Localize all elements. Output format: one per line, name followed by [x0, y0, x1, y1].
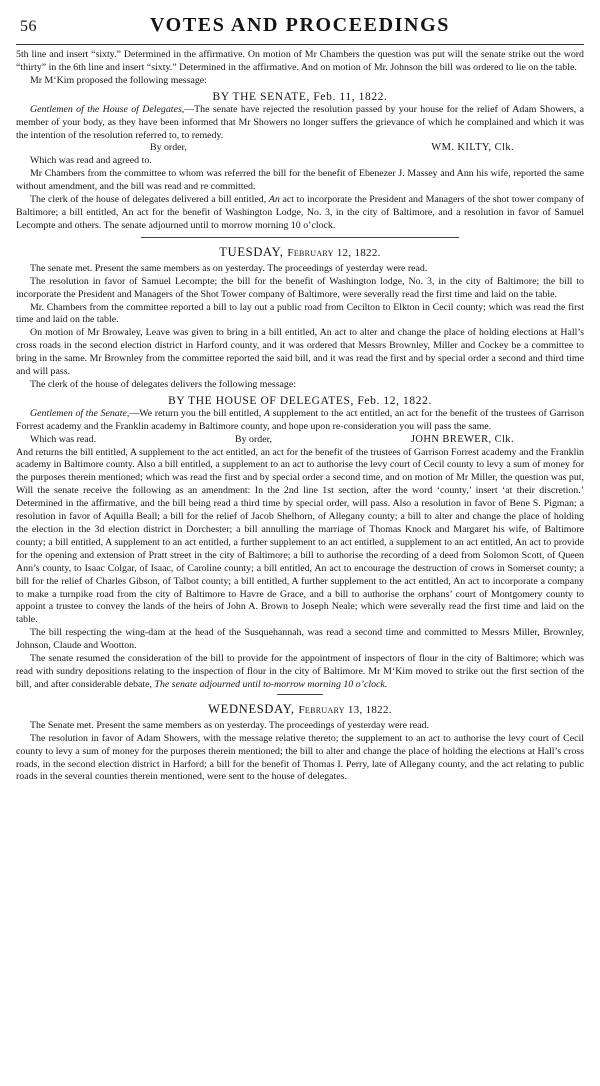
paragraph-resolution-showers: The resolution in favor of Adam Showers, with the message relative thereto; the supplement to an act to authorise the levy court of Cecil county to levy a sum of money for the purposes therein mentioned; the bill to alter and change the place of holding the elections at Hall’s cross roads, in the second election district in Harford; a bill for the benefit of Thomas I. Perry, late of Allegany county, and the act relating to public roads in the several counties therein mentioned, were sent to the house of delegates.	[16, 732, 584, 783]
paragraph-brownley: On motion of Mr Browaley, Leave was given to bring in a bill entitled, An act to alter and change the place of holding elections at Hall’s cross roads in the second election district in Harford county, and it was ordered that Messrs Brownley, Miller and Cockey be a committee to bring in the same. Mr Brownley from the committee reported the said bill, and it was read the first and by special order a second and third time and will pass.	[16, 327, 584, 378]
clerk-text-a: The clerk of the house of delegates delivered a bill entitled,	[30, 194, 267, 206]
paragraph-senate-met-wed: The Senate met. Present the same members as on yesterday. The proceedings of yesterday were read.	[30, 719, 429, 731]
clerk-text-b: act to incorporate the President and Managers of the shot tower company of Baltimore; a bill entitled, An act for the benefit of Washington Lodge, No. 3, in the city of Baltimore, and a resolution in favor of Samuel Lecompte and others. The senate adjourned until to morrow morning 10 o’clock.	[16, 194, 585, 231]
day-name: WEDNESDAY,	[208, 701, 295, 716]
message-text: —The senate have rejected the resolution passed by your house for the relief of Adam Showers, a member of your body, as they have been informed that Mr Showers no longer suffers the grievance of which he complained and which it was the intention of the resolution referred to, to remedy.	[16, 103, 585, 141]
day-name: TUESDAY,	[219, 244, 284, 259]
by-order-label: By order,	[150, 142, 187, 154]
day-heading-tuesday	[16, 244, 584, 261]
day-date: February 13, 1822.	[298, 703, 392, 716]
message-text-a: —We return you the bill entitled,	[129, 407, 262, 419]
paragraph-continuation: 5th line and insert “sixty.” Determined in the affirmative. On motion of Mr Chambers the question was put will the senate strike out the word “thirty” in the 6th line and insert “sixty.” Determined in the affirmative. And on motion of Mr. Johnson the bill was ordered to lie on the table.	[16, 49, 584, 73]
day-heading-wednesday	[16, 701, 584, 718]
message-salutation: Gentlemen of the Senate,	[30, 407, 130, 419]
paragraph-resolution-lecompte: The resolution in favor of Samuel Lecompte; the bill for the benefit of Washington lodge, No. 3, in the city of Baltimore; the bill to incorporate the President and Managers of the Shot Tower company of Baltimore, were severally read the first time and laid on the table.	[16, 275, 584, 300]
signature-line-kilty	[16, 142, 584, 155]
running-title: VOTES AND PROCEEDINGS	[150, 14, 450, 36]
adjourned-text: The senate adjourned until to-morrow morning 10 o’clock.	[154, 678, 388, 690]
paragraph-wing-dam: The bill respecting the wing-dam at the head of the Susquehannah, was read a second time and committed to Messrs Miller, Brownley, Johnson, Claude and Wootton.	[16, 627, 584, 652]
flour-text: The senate resumed the consideration of the bill to provide for the appointment of inspectors of flour in the city of Baltimore; which was read with sundry depositions relating to the inspection of flour in the city of Baltimore. Mr M‘Kim moved to strike out the first section of the bill, and after considerable debate,	[16, 653, 584, 690]
by-order-label: By order,	[235, 433, 272, 445]
paragraph-chambers-road: Mr. Chambers from the committee reported a bill to lay out a public road from Cecilton to Elkton in Cecil county; which was read the first time and laid on the table.	[16, 301, 584, 326]
paragraph-senate-met: The senate met. Present the same members as on yesterday. The proceedings of yesterday were read.	[30, 262, 428, 274]
message-text-em: A	[263, 407, 270, 419]
message-senate-body	[16, 104, 584, 143]
signature-line-brewer	[16, 434, 584, 447]
page-number: 56	[20, 18, 37, 35]
clerk-text-em: An	[268, 194, 280, 206]
message-text-b: supplement to the act entitled, an act for the benefit of the trustees of Garrison Forrest academy and the Franklin academy in Baltimore county, and hope upon re-consideration you will pass the same.	[16, 407, 585, 432]
day-date: February 12, 1822.	[287, 246, 381, 259]
paragraph-returns-bills: And returns the bill entitled, A supplement to the act entitled, an act for the benefit of the trustees of Garrison Forrest academy and the Franklin academy in Baltimore county. Also a bill entitled, a supplement to an act to authorise the levy court of Cecil county to levy a sum of money for the purposes therein mentioned; which was read the first and by special order a second time, and on motion of Mr Miller, the question was put, Will the senate receive the following as an amendment: In the 2nd line 1st section, after the word ‘county,’ insert ‘at their discretion.’ Determined in the affirmative, and the bill being read a third time by special order, will pass. Also a resolution in favor of Bene S. Pigman; a resolution in favor of Aquilla Beall; a bill for the relief of Jacob Shelhorn, of Allegany county; a bill to alter and change the place of holding the election in the 3d election district in Dorchester; a bill annulling the marriage of Thomas Knock and Margaret his wife, of Baltimore county; a bill entitled, A supplement to an act entitled, a further supplement to an act entitled, a supplement to an act entitled, An act to provide for the opening and extension of Pratt street in the city of Baltimore; a bill to authorise the recording of a deed from Solomon Scott, of Queen Ann’s county, to Isaac Colgar, of Isaac, of Caroline county; a bill entitled, An act to encourage the destruction of crows in Somerset county; a bill for the relief of Charles Gibson, of Talbot county; a bill entitled, A further supplement to the act entitled, An act to incorporate a company to make a turnpike road from the city of Baltimore to Havre de Grace, and a bill to authorise the orphans’ court of Montgomery county to appoint a trustee to convey the lands of the heirs of John A. Brown to Joseph Neale; which were severally read the first time and laid on the table.	[16, 446, 584, 626]
section-divider-short	[277, 694, 322, 695]
paragraph-flour-inspectors	[16, 653, 584, 692]
paragraph-clerk-message: The clerk of the house of delegates delivers the following message:	[30, 378, 296, 390]
message-salutation: Gentlemen of the House of Delegates,	[30, 103, 185, 115]
header-rule	[16, 44, 584, 45]
which-was-read: Which was read.	[30, 433, 97, 445]
running-head	[16, 8, 584, 44]
signatory-kilty: WM. KILTY, Clk.	[431, 142, 514, 154]
message-heading-house: BY THE HOUSE OF DELEGATES, Feb. 12, 1822.	[168, 394, 432, 407]
paragraph-chambers-massey: Mr Chambers from the committee to whom was referred the bill for the benefit of Ebenezer J. Massey and Ann his wife, reported the same without amendment, and the bill was read and re committed.	[16, 168, 584, 193]
signatory-brewer: JOHN BREWER, Clk.	[410, 433, 514, 445]
paragraph-mckim-message: Mr M‘Kim proposed the following message:	[30, 74, 207, 86]
message-house-body	[16, 408, 584, 434]
paragraph-clerk-delivered	[16, 194, 584, 233]
paragraph-read-agreed: Which was read and agreed to.	[30, 155, 152, 167]
message-heading-senate: BY THE SENATE, Feb. 11, 1822.	[212, 90, 388, 103]
section-divider	[141, 237, 459, 238]
